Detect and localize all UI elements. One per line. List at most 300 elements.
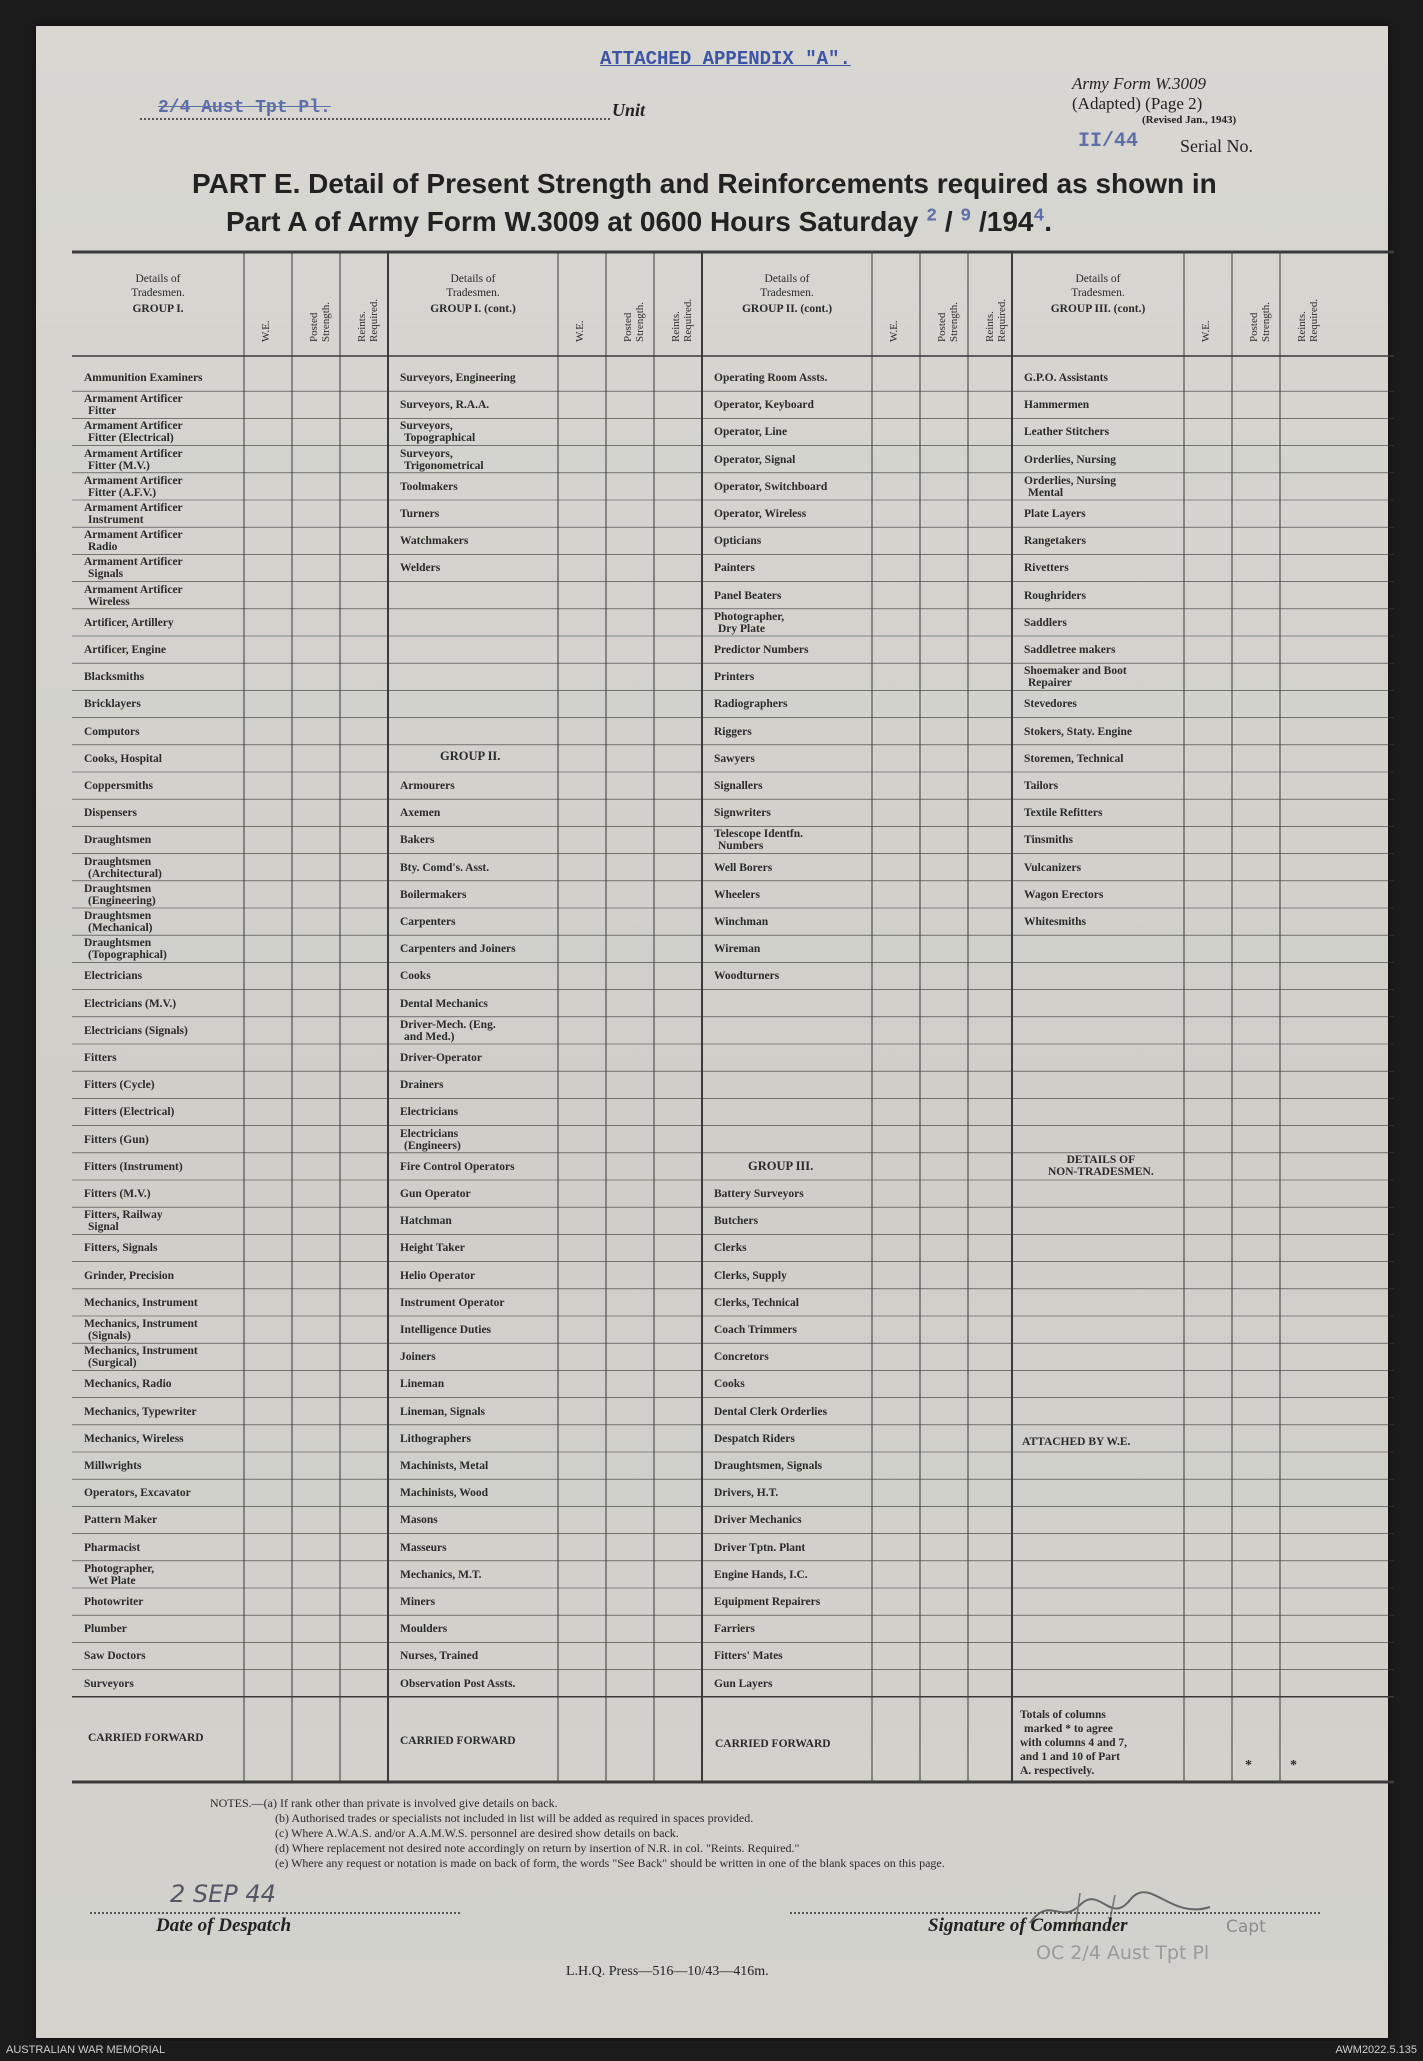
trade-row-label xyxy=(84,1079,155,1091)
non-tradesmen-line2: NON-TRADESMEN. xyxy=(1048,1166,1154,1178)
trade-row-label xyxy=(400,1215,452,1227)
trade-row-label-line: Fitter (Electrical) xyxy=(88,432,174,445)
trade-row-label-line: Panel Beaters xyxy=(714,589,782,602)
trade-row-label-line: Saddlers xyxy=(1024,616,1067,629)
trade-row-label-line: Signwriters xyxy=(714,807,771,820)
trade-row-label-line: Draughtsmen xyxy=(84,834,152,847)
trade-row-label xyxy=(714,970,779,982)
trade-row-label-line: Sawyers xyxy=(714,752,755,765)
trade-row-label-line: Armament Artificer xyxy=(84,583,183,596)
trade-row-label-line: Instrument xyxy=(88,514,144,526)
totals-note-4: and 1 and 10 of Part xyxy=(1020,1751,1120,1763)
trade-row-label xyxy=(84,556,183,580)
trade-row-label xyxy=(84,502,183,526)
trade-row-label-line: Cooks, Hospital xyxy=(84,752,162,765)
trade-row-label xyxy=(84,475,183,499)
form-adapted: (Adapted) (Page 2) xyxy=(1072,94,1203,113)
trade-row-label-line: Instrument Operator xyxy=(400,1296,505,1309)
trade-row-label-line: Hatchman xyxy=(400,1215,452,1228)
trade-row-label-line: Observation Post Assts. xyxy=(400,1677,516,1690)
trade-row-label xyxy=(714,1678,772,1690)
trade-row-label-line: Fire Control Operators xyxy=(400,1160,515,1173)
trade-row-label-line: Gun Layers xyxy=(714,1677,773,1690)
header-group-label: GROUP I. xyxy=(132,303,184,315)
subheader-posted-strength: Posted Strength. xyxy=(308,301,332,342)
trade-row-label xyxy=(400,1623,447,1635)
note-c: (c) Where A.W.A.S. and/or A.A.M.W.S. personnel are desired show details on back. xyxy=(275,1826,679,1840)
trade-row-label-line: Miners xyxy=(400,1596,436,1608)
trade-row-label-line: Cooks xyxy=(714,1378,745,1391)
trade-row-label xyxy=(400,1678,515,1690)
trade-row-label-line: (Architectural) xyxy=(88,867,162,880)
trade-row-label-line: Lineman, Signals xyxy=(400,1405,485,1418)
trade-row-label-line: Woodturners xyxy=(714,970,780,983)
trade-row-label-line: Drainers xyxy=(400,1079,444,1092)
trade-row-label-line: Dry Plate xyxy=(718,622,765,635)
trade-row-label-line: Nurses, Trained xyxy=(400,1650,479,1663)
trade-row-label xyxy=(400,1351,436,1363)
trade-row-label xyxy=(84,617,174,629)
subheader-we: W.E. xyxy=(1200,320,1212,342)
subheader-reints-required: Reints. Required. xyxy=(984,298,1008,342)
unit-label: Unit xyxy=(612,100,646,120)
note-b: (b) Authorised trades or specialists not included in list will be added as required in spaces provided. xyxy=(275,1811,754,1825)
despatch-date-handwritten: 2 SEP 44 xyxy=(170,1880,276,1908)
form-number: Army Form W.3009 xyxy=(1072,74,1206,93)
trade-row-label-line: Tailors xyxy=(1024,780,1059,792)
trade-row-label-line: Riggers xyxy=(714,725,752,738)
trade-row-label xyxy=(84,584,183,608)
trade-row-label xyxy=(400,399,489,411)
trade-row-label-line: (Engineering) xyxy=(88,894,156,907)
trade-row-label-line: Wireless xyxy=(88,595,130,608)
trade-row-label-line: Surveyors, Engineering xyxy=(400,372,516,384)
trade-row-label-line: Gun Operator xyxy=(400,1188,471,1200)
appendix-title: ATTACHED APPENDIX "A". xyxy=(600,48,851,70)
trade-row-label xyxy=(400,1650,478,1662)
trade-row-label xyxy=(400,1052,482,1064)
trade-row-label xyxy=(84,1623,127,1635)
trade-row-label-line: Radiographers xyxy=(714,698,788,711)
carried-forward-1: CARRIED FORWARD xyxy=(88,1732,204,1744)
trade-row-label xyxy=(400,562,440,574)
trade-row-label-line: Fitters, Railway xyxy=(84,1209,163,1222)
trade-row-label xyxy=(400,807,440,819)
subheader-posted-strength: Posted Strength. xyxy=(936,301,960,342)
trade-row-label-line: Driver Mechanics xyxy=(714,1514,802,1527)
trade-row-label-line: Driver Tptn. Plant xyxy=(714,1541,806,1554)
subheader-we: W.E. xyxy=(574,320,586,342)
trade-row-label xyxy=(84,970,142,982)
trade-row-label-line: Machinists, Metal xyxy=(400,1460,489,1472)
header-group-label: GROUP III. (cont.) xyxy=(1050,303,1146,315)
trade-row-label-line: Axemen xyxy=(400,807,441,820)
trade-row-label-line: Surveyors, xyxy=(400,420,453,433)
unit-value: 2/4 Aust Tpt Pl. xyxy=(158,98,331,118)
trade-row-label-line: Drivers, H.T. xyxy=(714,1487,779,1500)
trade-row-label xyxy=(714,454,795,466)
trade-row-label xyxy=(84,1487,191,1499)
trade-row-label xyxy=(84,1563,154,1587)
trade-row-label xyxy=(84,726,140,738)
trade-row-label xyxy=(84,998,176,1010)
trade-row-label-line: Intelligence Duties xyxy=(400,1324,492,1336)
trade-row-label-line: Mechanics, Instrument xyxy=(84,1345,198,1358)
trade-row-label xyxy=(400,1106,458,1118)
date-slash: / xyxy=(944,206,961,237)
trade-row-label xyxy=(84,529,183,553)
trade-row-label xyxy=(400,780,455,792)
trade-row-label xyxy=(1024,698,1077,710)
trade-row-label-line: Rangetakers xyxy=(1024,535,1086,548)
trade-row-label-line: Cooks xyxy=(400,970,431,983)
trade-row-label xyxy=(84,1514,157,1526)
unit-stamp: OC 2/4 Aust Tpt Pl xyxy=(1036,1942,1210,1964)
trade-row-label xyxy=(400,1297,504,1309)
column-header-3 xyxy=(702,272,872,316)
trade-row-label-line: Mechanics, Instrument xyxy=(84,1318,198,1330)
note-e: (e) Where any request or notation is made on back of form, the words "See Back" should be written in one of the blank spaces on this page. xyxy=(275,1856,945,1870)
column-header-4 xyxy=(1012,272,1184,316)
trade-row-label-line: Watchmakers xyxy=(400,535,469,548)
trade-row-label-line: Artificer, Artillery xyxy=(84,616,174,629)
trade-row-label-line: Operator, Switchboard xyxy=(714,480,828,493)
non-tradesmen-line1: DETAILS OF xyxy=(1066,1154,1136,1166)
trade-row-label xyxy=(84,420,183,444)
trade-row-label xyxy=(714,1650,783,1662)
trade-row-label xyxy=(84,1460,142,1472)
trade-row-label-line: Fitters (Electrical) xyxy=(84,1106,175,1119)
archive-name: AUSTRALIAN WAR MEMORIAL xyxy=(6,2044,166,2056)
trade-row-label xyxy=(714,1351,769,1363)
trade-row-label-line: Lineman xyxy=(400,1378,445,1391)
trade-row-label-line: Butchers xyxy=(714,1215,759,1228)
trade-row-label xyxy=(400,1487,488,1499)
trade-row-label-line: Textile Refitters xyxy=(1024,807,1103,820)
trade-row-label xyxy=(84,1052,117,1064)
trade-row-label xyxy=(1024,644,1115,656)
trade-row-label xyxy=(84,807,137,819)
trade-row-label-line: Surveyors, xyxy=(400,447,453,460)
trade-row-label xyxy=(714,372,827,384)
trade-row-label xyxy=(1024,665,1127,689)
trade-row-label-line: Armament Artificer xyxy=(84,502,183,514)
trade-row-label-line: Draughtsmen xyxy=(84,910,152,922)
trade-row-label xyxy=(400,1324,491,1336)
trade-row-label-line: Topographical xyxy=(404,432,476,445)
trade-row-label-line: Shoemaker and Boot xyxy=(1024,665,1127,678)
trade-row-label xyxy=(1024,726,1132,738)
trade-row-label xyxy=(1024,834,1073,846)
trade-row-label xyxy=(84,753,162,765)
trade-row-label-line: Machinists, Wood xyxy=(400,1487,488,1500)
trade-row-label xyxy=(84,671,144,683)
trade-row-label xyxy=(1024,889,1103,901)
trade-row-label xyxy=(1024,916,1086,928)
trade-row-label xyxy=(400,1270,475,1282)
trade-row-label xyxy=(1024,535,1086,547)
trade-row-label xyxy=(84,1318,198,1342)
trade-row-label xyxy=(1024,508,1086,520)
subheader-we: W.E. xyxy=(888,320,900,342)
trade-row-label xyxy=(1024,454,1116,466)
trade-row-label-line: Printers xyxy=(714,671,755,684)
trade-row-label-line: Painters xyxy=(714,562,755,575)
trade-row-label-line: Operators, Excavator xyxy=(84,1487,191,1500)
trade-row-label-line: Operator, Keyboard xyxy=(714,399,814,412)
trade-row-label-line: Equipment Repairers xyxy=(714,1596,821,1608)
trade-row-label-line: Concretors xyxy=(714,1351,769,1364)
trade-row-label-line: Fitters' Mates xyxy=(714,1650,783,1663)
trade-row-label-line: (Signals) xyxy=(88,1330,131,1342)
trade-row-label xyxy=(84,1270,174,1282)
trade-row-label-line: Signal xyxy=(88,1221,119,1234)
signature-label: Signature of Commander xyxy=(928,1915,1128,1936)
trade-row-label-line: Photowriter xyxy=(84,1596,144,1608)
trade-row-label xyxy=(714,828,803,852)
trade-row-label xyxy=(400,1433,471,1445)
despatch-label: Date of Despatch xyxy=(156,1915,292,1936)
group-iii-heading: GROUP III. xyxy=(748,1159,814,1173)
trade-row-label xyxy=(400,1188,471,1200)
trade-row-label xyxy=(400,1378,444,1390)
totals-note-2: marked * to agree xyxy=(1024,1723,1113,1735)
trade-row-label xyxy=(84,1242,157,1254)
trade-row-label xyxy=(714,671,754,683)
header-title-line: Tradesmen. xyxy=(131,287,185,299)
trade-row-label xyxy=(1024,399,1089,411)
trade-row-label-line: Opticians xyxy=(714,535,762,548)
trade-row-label xyxy=(84,1345,198,1369)
despatch-dotted-line xyxy=(90,1912,460,1914)
trade-row-label xyxy=(400,1128,461,1152)
carried-forward-2: CARRIED FORWARD xyxy=(400,1735,516,1747)
trade-row-label-line: Grinder, Precision xyxy=(84,1269,175,1282)
trade-row-label xyxy=(714,698,787,710)
trade-row-label-line: Engine Hands, I.C. xyxy=(714,1568,808,1581)
trade-row-label-line: Farriers xyxy=(714,1623,755,1636)
trade-row-label xyxy=(84,1209,163,1233)
trade-row-label-line: Fitters (Gun) xyxy=(84,1133,149,1146)
trade-row-label xyxy=(1024,807,1102,819)
trade-row-label-line: Tinsmiths xyxy=(1024,834,1074,847)
trade-row-label-line: Operating Room Assts. xyxy=(714,372,828,384)
date-day: 2 xyxy=(926,206,938,227)
trade-row-label-line: Joiners xyxy=(400,1351,436,1364)
trade-row-label xyxy=(400,916,456,928)
trade-row-label xyxy=(714,481,827,493)
totals-note xyxy=(1020,1708,1127,1778)
trade-row-label xyxy=(714,1623,755,1635)
trade-row-label-line: Fitters (M.V.) xyxy=(84,1188,151,1200)
trade-row-label xyxy=(714,399,814,411)
trade-row-label xyxy=(714,1215,758,1227)
trade-row-label xyxy=(400,862,489,874)
trade-row-label-line: Draughtsmen, Signals xyxy=(714,1460,822,1472)
trade-row-label-line: Dental Mechanics xyxy=(400,997,488,1010)
trade-row-label-line: (Mechanical) xyxy=(88,922,153,934)
trade-row-label-line: Saw Doctors xyxy=(84,1650,146,1663)
trade-row-label xyxy=(84,883,156,907)
trade-row-label-line: Armourers xyxy=(400,780,455,792)
trade-row-label-line: Electricians (Signals) xyxy=(84,1024,188,1037)
trade-row-label-line: Mechanics, Instrument xyxy=(84,1296,198,1309)
trade-row-label xyxy=(714,644,808,656)
trade-row-label-line: Computors xyxy=(84,725,140,738)
serial-label: Serial No. xyxy=(1180,136,1253,156)
trade-row-label-line: Masons xyxy=(400,1514,438,1527)
trade-row-label-line: Millwrights xyxy=(84,1460,142,1472)
trade-row-label xyxy=(400,1019,496,1043)
trade-row-label-line: Plumber xyxy=(84,1623,127,1636)
trade-row-label-line: Draughtsmen xyxy=(84,937,152,950)
trade-row-label-line: Armament Artificer xyxy=(84,529,183,542)
trade-row-label xyxy=(84,448,183,472)
date-end: . xyxy=(1044,206,1053,237)
trade-row-label xyxy=(1024,780,1058,792)
trade-row-label-line: Dispensers xyxy=(84,807,138,820)
trade-row-label xyxy=(400,1460,488,1472)
trade-row-label xyxy=(714,535,761,547)
trade-row-label-line: Boilermakers xyxy=(400,888,467,901)
trade-row-label xyxy=(714,862,772,874)
trade-row-label-line: Carpenters and Joiners xyxy=(400,943,516,956)
trade-row-label-line: Pharmacist xyxy=(84,1541,141,1554)
trade-row-label xyxy=(84,780,153,792)
date-month: 9 xyxy=(960,206,972,227)
subtitle-prefix: Part A of Army Form W.3009 at 0600 Hours Saturday xyxy=(226,206,919,237)
trade-row-label-line: Battery Surveyors xyxy=(714,1188,804,1200)
trade-row-label-line: Armament Artificer xyxy=(84,556,183,569)
trade-row-label xyxy=(84,937,167,961)
trade-row-label-line: Electricians xyxy=(84,970,143,983)
trade-row-label xyxy=(714,753,755,765)
archive-footer xyxy=(0,2041,1423,2061)
trade-row-label-line: Masseurs xyxy=(400,1541,447,1554)
trade-row-label-line: Operator, Signal xyxy=(714,453,796,466)
trade-row-label-line: and Med.) xyxy=(404,1030,455,1043)
trade-row-label xyxy=(714,1433,795,1445)
trade-row-label-line: Stokers, Staty. Engine xyxy=(1024,725,1132,738)
trade-row-label xyxy=(714,916,768,928)
trade-row-label xyxy=(84,1161,183,1173)
trade-row-label-line: Draughtsmen xyxy=(84,855,152,868)
trade-row-label-line: Helio Operator xyxy=(400,1269,476,1282)
trade-row-label xyxy=(400,1406,485,1418)
trade-row-label xyxy=(714,426,787,438)
asterisk-reints: * xyxy=(1290,1758,1297,1773)
trade-row-label xyxy=(714,1596,820,1608)
trade-row-label xyxy=(1024,617,1067,629)
trade-row-label xyxy=(714,889,760,901)
trade-row-label-line: Pattern Maker xyxy=(84,1514,158,1527)
note-d: (d) Where replacement not desired note accordingly on return by insertion of N.R. in col. "Reints. Required." xyxy=(275,1841,800,1855)
trade-row-label-line: Height Taker xyxy=(400,1242,465,1255)
trade-row-label xyxy=(714,562,755,574)
trade-row-label xyxy=(714,943,760,955)
trade-row-label xyxy=(714,807,771,819)
trade-row-label xyxy=(1024,562,1069,574)
serial-value: II/44 xyxy=(1078,130,1139,153)
trade-row-label-line: Wheelers xyxy=(714,888,760,901)
trade-row-label xyxy=(84,1650,146,1662)
trade-row-label xyxy=(400,998,488,1010)
trade-row-label xyxy=(84,1678,134,1690)
trade-row-label-line: Mechanics, Radio xyxy=(84,1378,172,1391)
header-title-line: Details of xyxy=(1075,273,1121,285)
trade-row-label-line: Storemen, Technical xyxy=(1024,752,1124,765)
trade-row-label xyxy=(400,970,431,982)
trade-row-label xyxy=(400,448,484,472)
trade-row-label-line: Bakers xyxy=(400,834,435,847)
trade-row-label xyxy=(84,834,151,846)
trade-row-label-line: Signallers xyxy=(714,780,763,792)
totals-note-5: A. respectively. xyxy=(1020,1765,1095,1777)
trade-row-label-line: Rivetters xyxy=(1024,562,1069,575)
trade-row-label-line: Plate Layers xyxy=(1024,508,1086,520)
trade-row-label xyxy=(84,698,141,710)
subheader-we: W.E. xyxy=(260,320,272,342)
trade-row-label xyxy=(84,1106,174,1118)
trade-row-label-line: Turners xyxy=(400,508,440,520)
trade-row-label xyxy=(84,1378,172,1390)
trade-row-label-line: Despatch Riders xyxy=(714,1432,795,1445)
header-title-line: Details of xyxy=(135,273,181,285)
trade-row-label-line: Winchman xyxy=(714,916,769,928)
group-ii-heading: GROUP II. xyxy=(440,749,501,763)
trade-row-label-line: Armament Artificer xyxy=(84,447,183,460)
header-title-line: Tradesmen. xyxy=(760,287,814,299)
trade-row-label-line: Fitters, Signals xyxy=(84,1242,158,1255)
trade-row-label xyxy=(714,726,752,738)
trade-row-label-line: Blacksmiths xyxy=(84,671,145,684)
trade-row-label xyxy=(400,420,475,444)
notes-block xyxy=(210,1796,945,1871)
trade-row-label-line: Saddletree makers xyxy=(1024,644,1116,656)
trade-row-label-line: Mechanics, Typewriter xyxy=(84,1405,197,1418)
trade-row-label xyxy=(400,1542,447,1554)
trade-row-label-line: Coach Trimmers xyxy=(714,1324,797,1336)
trade-row-label-line: Armament Artificer xyxy=(84,393,183,406)
trade-row-label-line: Photographer, xyxy=(84,1562,155,1575)
trade-row-label xyxy=(1024,753,1123,765)
trade-row-label xyxy=(400,508,439,520)
trade-row-label xyxy=(84,1542,140,1554)
trade-row-label-line: Lithographers xyxy=(400,1432,471,1445)
trade-row-label-line: Toolmakers xyxy=(400,480,458,493)
trade-row-label xyxy=(714,1242,747,1254)
trade-row-label-line: Fitter xyxy=(88,405,117,418)
trade-row-label-line: Moulders xyxy=(400,1623,448,1636)
trade-row-label-line: Numbers xyxy=(718,840,764,853)
trade-row-label xyxy=(84,1406,197,1418)
trade-row-label xyxy=(84,644,166,656)
header-group-label: GROUP I. (cont.) xyxy=(430,303,516,315)
date-year: /194 xyxy=(978,206,1034,237)
trade-row-label xyxy=(400,1514,438,1526)
trade-row-label xyxy=(714,1569,808,1581)
trade-row-label xyxy=(714,1542,805,1554)
trade-row-label-line: Mechanics, M.T. xyxy=(400,1568,482,1581)
trade-row-label xyxy=(714,1324,797,1336)
trade-row-label-line: Surveyors xyxy=(84,1677,134,1690)
trade-row-label-line: Electricians (M.V.) xyxy=(84,997,177,1010)
trade-row-label-line: Hammermen xyxy=(1024,399,1090,412)
trade-row-label-line: Orderlies, Nursing xyxy=(1024,453,1116,466)
trade-row-label-line: Clerks, Technical xyxy=(714,1296,799,1309)
part-e-title: PART E. Detail of Present Strength and Reinforcements required as shown in xyxy=(192,168,1217,199)
asterisk-posted: * xyxy=(1245,1758,1252,1773)
